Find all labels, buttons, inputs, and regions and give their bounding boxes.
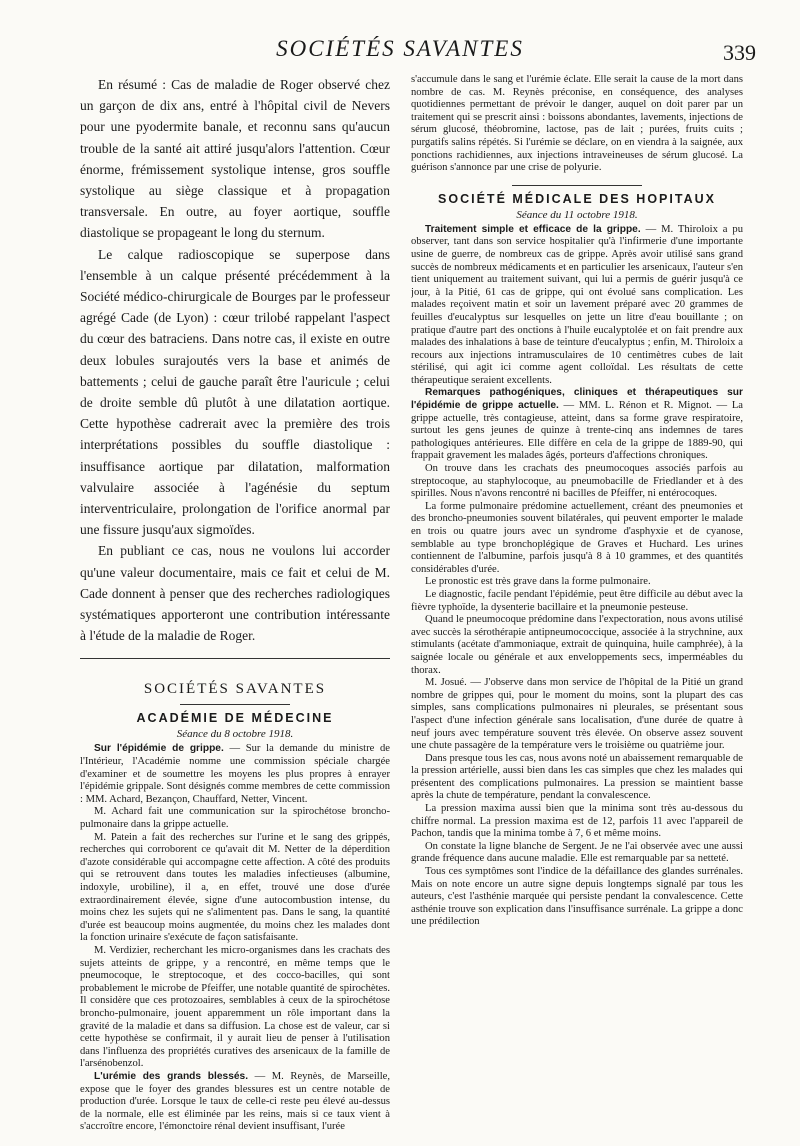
page-header bbox=[0, 36, 800, 70]
title-rule bbox=[180, 704, 290, 705]
report-lead: L'urémie des grands blessés. bbox=[94, 1070, 249, 1082]
right-column bbox=[411, 74, 743, 929]
report-lead: Traitement simple et efficace de la grippe. bbox=[425, 223, 641, 235]
continuation-paragraph: s'accumule dans le sang et l'urémie éclate. Elle serait la cause de la mort dans nombre de cas. M. Reynès préconise, en conséquence, des analyses quotidiennes permettant de prévoir le danger, auquel on doit parer par un traitement qui se prescrit ainsi : boissons abondantes, lavements, injections de sérum glucosé, théobromine, lactose, pas de lait ; purées, fruits cuits ; purgatifs salins répétés. Si l'urémie se déclare, on en viendra à la saignée, aux ponctions rachidiennes, aux injections intraveineuses de sérum glucosé. La guérison s'annonce par une crise de polyurie. bbox=[411, 74, 743, 174]
report-renon: Remarques pathogéniques, cliniques et thérapeutiques sur l'épidémie de grippe actuelle. — MM. L. Rénon et R. Mignot. — La grippe actuelle, très contagieuse, atteint, dans sa forme grave respiratoire, surtout les gens jeunes de quinze à trente-cinq ans indemnes de tares pathologiques antérieures. Elle diffère en cela de la grippe de 1889-90, qui frappait gravement les malades âgés, porteurs d'affections chroniques. bbox=[411, 387, 743, 462]
paragraph: Quand le pneumocoque prédomine dans l'expectoration, nous avons utilisé avec succès la sérothérapie antipneumococcique, associée à la strychnine, aux stimulants (acétate d'ammoniaque, extrait de quinquina, huile camphrée), à la saignée locale ou générale et aux enveloppements secs, imperméables du thorax. bbox=[411, 614, 743, 676]
paragraph: La forme pulmonaire prédomine actuellement, créant des pneumonies et des broncho-pneumonies souvent bilatérales, qui peuvent emporter le malade en trois ou quatre jours avec un syndrome d'asphyxie et de cyanose, semblable au type bronchoplégique de Graves et Huchard. Les urines contiennent de l'albumine, parfois jusqu'à 8 à 10 grammes, et des quantités considérables d'urée. bbox=[411, 500, 743, 575]
report-thiroloix: Traitement simple et efficace de la grippe. — M. Thiroloix a pu observer, tant dans son service hospitalier qu'à l'infirmerie d'une importante usine de guerre, de nombreux cas de grippe. Après avoir utilisé sans grand succès de nombreux médicaments et en particulier les arsenicaux, l'auteur s'en tient uniquement au traitement suivant, qui lui a permis de guérir jusqu'à ce jour, à la Pitié, 61 cas de grippe, qui ont évolué sans complication. Les malades reçoivent matin et soir un lavement préparé avec 20 grammes de feuilles d'eucalyptus sur lesquelles on jette un litre d'eau bouillante ; on pratique d'autre part des onctions à l'huile eucalyptolée et on fait prendre aux malades des inhalations à base de teinture d'eucalyptus ; enfin, M. Thiroloix a recours aux injections intramusculaires de 10 centimètres cubes de lait stérilisé, qui agit ici comme agent colloïdal. Les résultats de cette thérapeutique seraient excellents. bbox=[411, 223, 743, 386]
academy-title: ACADÉMIE DE MÉDECINE bbox=[136, 711, 334, 726]
paragraph-publication: En publiant ce cas, nous ne voulons lui accorder qu'une valeur documentaire, mais ce fait et celui de M. Cade donnent à penser que des recherches radiologiques systématiques apporteront une contribution intéressante à l'étude de la maladie de Roger. bbox=[80, 543, 390, 644]
report-patein: M. Patein a fait des recherches sur l'urine et le sang des grippés, recherches qui corroborent ce qu'avait dit M. Netter de la déperdition d'azote considérable qui accompagne cette affection. A côté des produits qui se retrouvent dans toutes les maladies infectieuses (albumine, indoxyle, urobiline), il a, en effet, trouvé une dose d'urée extraordinairement élevée, signe d'une autocombustion intense, du moins chez les sujets qui ne s'alimentent pas. Dans le sang, la quantité d'urée est beaucoup moins augmentée, du moins chez les malades dont la fonction urinaire s'exécute de façon satisfaisante. bbox=[80, 831, 390, 944]
paragraph: Le pronostic est très grave dans la forme pulmonaire. bbox=[425, 576, 651, 588]
report-verdizier: M. Verdizier, recherchant les micro-organismes dans les crachats des sujets atteints de grippe, y a rencontré, en même temps que le pneumocoque, le streptocoque, et des cocco-bacilles, qui sont probablement le microbe de Pfeiffer, une notable quantité de spirochètes. Il considère que ces protozoaires, semblables à ceux de la spirochétose broncho-pulmonaire, jouent apparemment un rôle important dans la gravité de la maladie et dans sa diffusion. La chose est de valeur, car si cette hypothèse se confirmait, il y aurait lieu de penser à l'utilisation dans l'influenza des propriétés curatives des arsenicaux de la famille de l'arsénobenzol. bbox=[80, 944, 390, 1070]
report-uremie: L'urémie des grands blessés. — M. Reynès, de Marseille, expose que le foyer des grandes blessures est un centre notable de production d'urée. Lorsque le taux de celle-ci reste peu élevé au-dessus de la normale, elle est éliminée par les reins, mais si ce taux vient à s'accroître encore, l'émonctoire rénal devient insuffisant, l'urée bbox=[80, 1070, 390, 1133]
section-title: SOCIÉTÉS SAVANTES bbox=[143, 681, 327, 698]
paragraph: On trouve dans les crachats des pneumocoques associés parfois au streptocoque, au staphylocoque, au pneumobacille de Friedlander et à des spirilles. Nous n'avons rencontré ni bacilles de Pfeiffer, ni entérocoques. bbox=[411, 463, 743, 500]
page-number: 339 bbox=[723, 40, 756, 65]
society-session: Séance du 11 octobre 1918. bbox=[516, 208, 638, 221]
society-reports bbox=[411, 224, 743, 929]
case-conclusion bbox=[80, 74, 390, 646]
report-grippe: Sur l'épidémie de grippe. — Sur la demande du ministre de l'Intérieur, l'Académie nomme une commission spéciale chargée d'examiner et de soumettre les moyens les plus propres à enrayer l'épidémie grippale. Sont désignés comme membres de cette commission : MM. Achard, Bezançon, Chauffard, Netter, Vincent. bbox=[80, 743, 390, 805]
running-title: SOCIÉTÉS SAVANTES bbox=[276, 36, 524, 61]
left-column bbox=[80, 74, 390, 1134]
paragraph: Le diagnostic, facile pendant l'épidémie, peut être difficile au début avec la fièvre typhoïde, la dysenterie bacillaire et la pneumonie pesteuse. bbox=[411, 588, 743, 613]
paragraph: Tous ces symptômes sont l'indice de la défaillance des glandes surrénales. Mais on note encore un autre signe depuis longtemps signalé par tous les auteurs, c'est l'asthénie marquée qui persiste pendant la convalescence. Cette asthénie trouve son explication dans l'insuffisance surrénale. La grippe a donc une prédilection bbox=[411, 866, 743, 928]
society-title: SOCIÉTÉ MÉDICALE DES HOPITAUX bbox=[438, 191, 716, 206]
report-achard: M. Achard fait une communication sur la spirochétose broncho-pulmonaire dans la grippe actuelle. bbox=[80, 806, 390, 831]
academy-session: Séance du 8 octobre 1918. bbox=[176, 728, 294, 741]
paragraph: Dans presque tous les cas, nous avons noté un abaissement remarquable de la pression artérielle, aussi bien dans les cas simples que chez les malades qui présentent des complications pulmonaires. La pression se maintient basse après la chute de température, pendant la convalescence. bbox=[411, 752, 743, 802]
paragraph: On constate la ligne blanche de Sergent. Je ne l'ai observée avec une aussi grande fréquence dans aucune maladie. Elle est remarquable par sa netteté. bbox=[411, 840, 743, 865]
section-divider bbox=[80, 658, 390, 659]
paragraph-radioscopy: Le calque radioscopique se superpose dans l'ensemble à un calque présenté précédemment à la Société médico-chirurgicale de Bourges par le professeur agrégé Cade (de Lyon) : cœur trilobé rappelant l'aspect du cœur des batraciens. Dans notre cas, il existe en outre deux lobules surajoutés vers la base et animés de battements ; celui de gauche paraît être l'auricule ; celui de droite semble dû plutôt à une dilatation aortique. Cette hypothèse cadrerait avec la première des trois interprétations possibles du souffle diastolique : insuffisance aortique par dilatation, malformation valvulaire associée à l'agénésie du septum interventriculaire, prolongation de l'orifice anormal par une fissure jusqu'aux sigmoïdes. bbox=[80, 246, 390, 538]
academy-reports bbox=[80, 743, 390, 1133]
report-josue: M. Josué. — J'observe dans mon service de l'hôpital de la Pitié un grand nombre de grippes qui, pour le moment du moins, sont la plupart des cas simples, sans complications pulmonaires ni pleurales, se présentant sous l'aspect d'une infection générale sans localisation, d'une durée de quatre à neuf jours avec température souvent très élevée. On observe assez souvent une chute passagère de la température vers le troisième ou quatrième jour. bbox=[411, 677, 743, 752]
report-lead: Remarques pathogéniques, cliniques et thérapeutiques sur l'épidémie de grippe actuelle. bbox=[411, 387, 743, 412]
paragraph-summary: En résumé : Cas de maladie de Roger observé chez un garçon de dix ans, entré à l'hôpital civil de Nevers pour une pyodermite banale, et reconnu sans qu'aucun trouble de la santé ait attiré jusqu'alors l'attention. Cœur énorme, frémissement systolique intense, gros souffle systolique au siège classique et à propagation transversale. En outre, au foyer aortique, souffle diastolique se propageant le long du sternum. bbox=[80, 77, 390, 241]
paragraph: La pression maxima aussi bien que la minima sont très au-dessous du chiffre normal. La pression maxima est de 12, parfois 11 avec l'appareil de Pachon, tandis que la minima tombe à 7, 6 et même moins. bbox=[411, 803, 743, 840]
title-rule bbox=[512, 185, 642, 186]
report-lead: Sur l'épidémie de grippe. bbox=[94, 743, 224, 755]
